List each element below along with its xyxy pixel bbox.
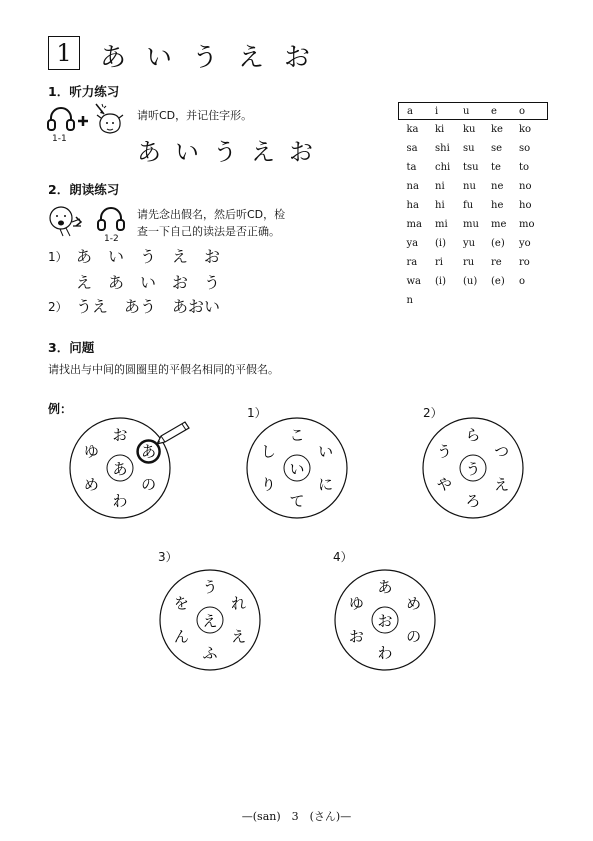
outer-kana: あ (141, 442, 157, 461)
outer-kana: わ (377, 644, 393, 662)
outer-kana: り (260, 475, 276, 494)
reading-person-icon (92, 102, 126, 142)
item-number: 2） (48, 300, 68, 314)
outer-kana: お (112, 426, 128, 444)
romaji-row (399, 234, 548, 253)
kana-line: え あ い お う (76, 273, 221, 292)
romaji-cell: n (406, 295, 413, 306)
outer-kana: こ (289, 426, 305, 444)
romaji-cell: se (491, 143, 503, 154)
outer-kana: ら (465, 426, 481, 444)
romaji-cell (463, 291, 491, 310)
romaji-cell: ri (435, 257, 443, 268)
romaji-cell: no (519, 181, 532, 192)
outer-kana: え (494, 475, 510, 494)
romaji-cell: a (399, 103, 436, 120)
outer-kana: う (436, 442, 452, 461)
center-kana: う (465, 460, 481, 478)
lesson-number: 1 (48, 36, 80, 70)
kana-line: あ い う え お (76, 247, 221, 266)
romaji-table (398, 102, 548, 310)
romaji-cell: chi (435, 162, 451, 173)
romaji-cell: yu (463, 238, 476, 249)
section1-instruction: 请听CD，并记住字形。 (137, 109, 253, 122)
outer-kana: め (83, 475, 99, 494)
romaji-cell: mo (519, 219, 535, 230)
outer-kana: ん (173, 627, 189, 646)
section2-instruction-line2: 查一下自己的读法是否正确。 (137, 225, 280, 238)
romaji-cell: mi (435, 219, 448, 230)
outer-kana: あ (377, 578, 393, 596)
romaji-cell: mu (463, 219, 479, 230)
outer-kana: れ (231, 594, 247, 613)
section2-heading: 2．朗读练习 (48, 182, 120, 197)
romaji-cell (435, 291, 463, 310)
center-kana: え (202, 612, 218, 630)
romaji-cell: (e) (491, 238, 505, 249)
romaji-cell: ku (463, 124, 476, 135)
plus-icon (76, 114, 90, 128)
romaji-cell: ne (491, 181, 504, 192)
romaji-cell: ra (406, 257, 418, 268)
kana-circle (237, 408, 357, 528)
outer-kana: の (406, 627, 422, 646)
center-kana: お (377, 612, 393, 630)
romaji-row (399, 215, 548, 234)
romaji-cell: shi (435, 143, 450, 154)
section3-heading: 3．问题 (48, 340, 95, 355)
page-title: あいうえお (100, 43, 331, 73)
center-kana: い (289, 460, 305, 478)
romaji-cell: he (491, 200, 504, 211)
romaji-cell: so (519, 143, 531, 154)
romaji-cell: e (491, 103, 519, 120)
track-label: 1-1 (52, 134, 67, 144)
romaji-cell: ka (406, 124, 419, 135)
section1-heading: 1．听力练习 (48, 84, 120, 99)
romaji-cell (519, 291, 548, 310)
section3-instruction: 请找出与中间的圆圈里的平假名相同的平假名。 (48, 363, 279, 376)
romaji-row (399, 272, 548, 291)
outer-kana: ろ (465, 492, 481, 510)
romaji-cell: ta (406, 162, 417, 173)
romaji-cell: (e) (491, 276, 505, 287)
item-number: 1） (48, 250, 68, 264)
page-number-footer: —(san) 3 (さん)— (241, 810, 352, 823)
romaji-row (399, 158, 548, 177)
romaji-row (399, 103, 548, 120)
romaji-cell: ro (519, 257, 530, 268)
outer-kana: し (260, 442, 276, 461)
romaji-row (399, 253, 548, 272)
romaji-cell: yo (519, 238, 531, 249)
speaking-person-icon (46, 204, 84, 238)
romaji-row (399, 291, 548, 310)
outer-kana: え (231, 627, 247, 646)
outer-kana: て (289, 492, 305, 510)
romaji-cell: te (491, 162, 501, 173)
romaji-cell: su (463, 143, 475, 154)
headphones-icon (96, 206, 126, 234)
center-kana: あ (112, 460, 128, 478)
romaji-cell: (i) (435, 238, 447, 249)
romaji-cell: to (519, 162, 530, 173)
romaji-cell: nu (463, 181, 476, 192)
romaji-cell: ko (519, 124, 532, 135)
romaji-cell: o (519, 103, 548, 120)
outer-kana: う (202, 578, 218, 596)
romaji-cell: ru (463, 257, 475, 268)
section1-kana-row: あいうえお (137, 138, 327, 166)
romaji-cell: (u) (463, 276, 478, 287)
track-label: 1-2 (104, 234, 119, 244)
romaji-row (399, 120, 548, 140)
kana-circle (325, 560, 445, 680)
section2-instruction-line1: 请先念出假名，然后听CD，检 (137, 208, 286, 221)
romaji-cell: re (491, 257, 502, 268)
headphones-icon (46, 106, 76, 134)
outer-kana: ゆ (83, 442, 99, 461)
kana-circle (150, 560, 270, 680)
romaji-cell: tsu (463, 162, 479, 173)
romaji-row (399, 196, 548, 215)
romaji-cell: ya (406, 238, 419, 249)
outer-kana: い (318, 442, 334, 461)
romaji-row (399, 139, 548, 158)
romaji-cell: wa (406, 276, 422, 287)
question-label: 1） (247, 406, 267, 420)
romaji-cell: ki (435, 124, 445, 135)
romaji-cell (491, 291, 519, 310)
romaji-cell: ho (519, 200, 532, 211)
outer-kana: を (173, 594, 189, 613)
romaji-cell: hi (435, 200, 445, 211)
romaji-cell: i (435, 103, 463, 120)
romaji-cell: ni (435, 181, 445, 192)
example-label: 例： (48, 402, 73, 416)
outer-kana: の (141, 475, 157, 494)
outer-kana: ふ (202, 644, 218, 662)
kana-line: うえ あう あおい (76, 297, 221, 316)
outer-kana: に (318, 475, 334, 494)
romaji-cell: ke (491, 124, 503, 135)
romaji-cell: sa (406, 143, 418, 154)
question-label: 3） (158, 550, 178, 564)
romaji-cell: na (406, 181, 419, 192)
pencil-icon (155, 418, 191, 448)
romaji-cell: o (519, 276, 526, 287)
outer-kana: や (436, 475, 452, 494)
question-label: 2） (423, 406, 443, 420)
outer-kana: お (348, 627, 364, 646)
question-label: 4） (333, 550, 353, 564)
romaji-row (399, 177, 548, 196)
romaji-cell: fu (463, 200, 474, 211)
outer-kana: め (406, 594, 422, 613)
romaji-cell: (i) (435, 276, 447, 287)
kana-circle (413, 408, 533, 528)
outer-kana: つ (494, 442, 510, 461)
outer-kana: わ (112, 492, 128, 510)
romaji-cell: ma (406, 219, 422, 230)
romaji-cell: ha (406, 200, 419, 211)
romaji-cell: me (491, 219, 507, 230)
outer-kana: ゆ (348, 594, 364, 613)
romaji-cell: u (463, 103, 491, 120)
